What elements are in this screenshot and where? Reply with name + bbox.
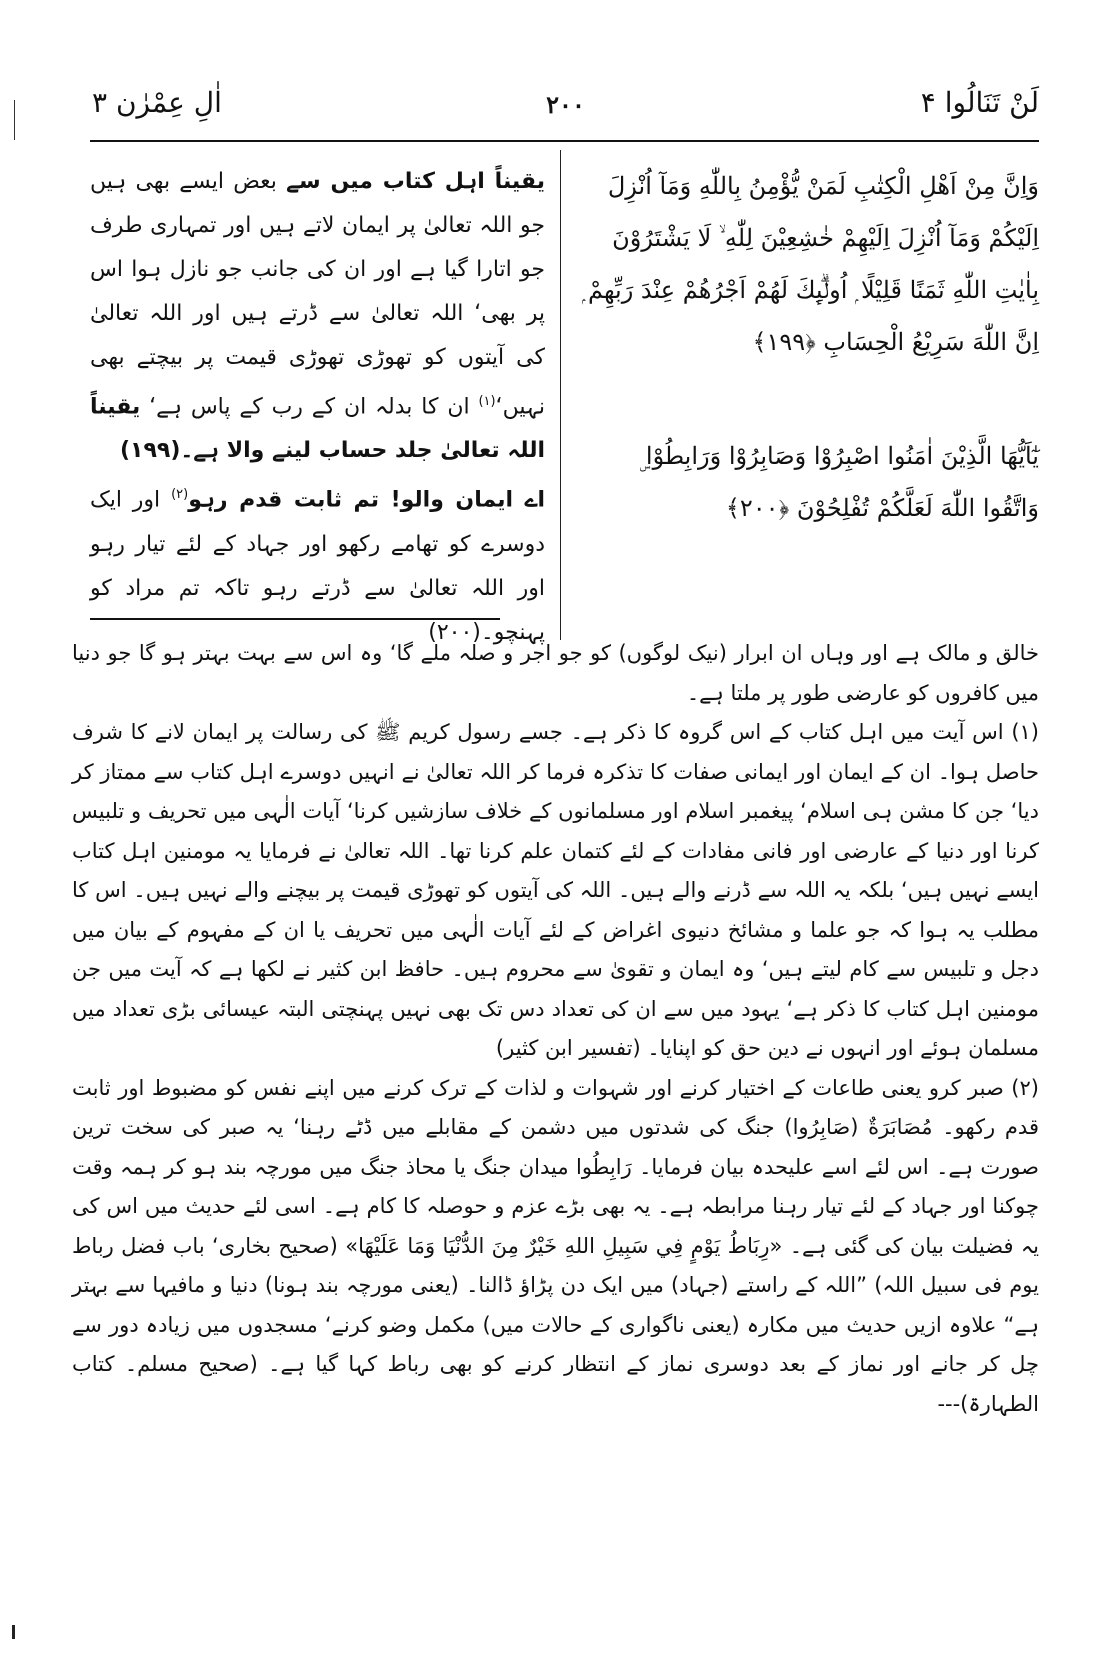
footnote-ref: (۲)	[171, 487, 189, 503]
translation-lead: اے ایمان والو! تم ثابت قدم رہو	[188, 487, 545, 513]
translation-text: اور ایک دوسرے کو تھامے رکھو اور جہاد کے لئے تیار رہو اور اللہ تعالیٰ سے ڈرتے رہو تاکہ تم مراد کو پہنچو۔(۲۰۰)	[90, 487, 545, 645]
translation-text: یقیناً اللہ تعالیٰ جلد حساب لینے والا ہے۔(۱۹۹)	[90, 394, 545, 464]
translation-verse-199	[90, 160, 545, 473]
arabic-verse-200: يٰٓاَيُّهَا الَّذِيْنَ اٰمَنُوا اصْبِرُوْا وَصَابِرُوْا وَرَابِطُوْا ۣ وَاتَّقُوا اللّٰهَ لَعَلَّكُمْ تُفْلِحُوْنَ ﴿٢٠٠﴾	[639, 442, 1039, 522]
arabic-text-column	[579, 160, 1039, 534]
translation-text: ان کا بدلہ ان کے رب کے پاس ہے‘	[140, 394, 479, 420]
footnotes-divider	[90, 618, 500, 620]
surah-title: اٰلِ عِمْرٰن ۳	[92, 86, 222, 119]
translation-verse-200	[90, 473, 545, 654]
translation-text: بعض ایسے بھی ہیں جو اللہ تعالیٰ پر ایمان لاتے ہیں اور تمہاری طرف جو اتارا گیا ہے اور ان کی جانب جو نازل ہوا اس پر بھی‘ اللہ تعالیٰ سے ڈرتے ہیں اور اللہ تعالیٰ کی آیتوں کو تھوڑی تھوڑی قیمت پر بیچتے بھی نہیں‘	[90, 169, 545, 420]
footnote-2: (۲) صبر کرو یعنی طاعات کے اختیار کرنے اور شہوات و لذات کے ترک کرنے میں اپنے نفس کو مضبوط اور ثابت قدم رکھو۔ مُصَابَرَةٌ (صَابِرُوا) جنگ کی شدتوں میں دشمن کے مقابلے میں ڈٹے رہنا‘ یہ صبر کی سخت ترین صورت ہے۔ اس لئے اسے علیحدہ بیان فرمایا۔ رَابِطُوا میدان جنگ یا محاذ جنگ میں مورچہ بند ہو کر ہمہ وقت چوکنا اور جہاد کے لئے تیار رہنا مرابطہ ہے۔ یہ بھی بڑے عزم و حوصلہ کا کام ہے۔ اسی لئے حدیث میں اس کی یہ فضیلت بیان کی گئی ہے۔ «رِبَاطُ يَوْمٍ فِي سَبِيلِ اللهِ خَيْرٌ مِنَ الدُّنْيَا وَمَا عَلَيْهَا» (صحیح بخاری‘ باب فضل رباط یوم فی سبیل اللہ) ”اللہ کے راستے (جہاد) میں ایک دن پڑاؤ ڈالنا۔ (یعنی مورچہ بند ہونا) دنیا و مافیہا سے بہتر ہے“ علاوہ ازیں حدیث میں مکارہ (یعنی ناگواری کے حالات میں) مکمل وضو کرنے‘ مسجدوں میں زیادہ دور سے چل کر جانے اور نماز کے بعد دوسری نماز کے انتظار کرنے کو بھی رباط کہا گیا ہے۔ (صحیح مسلم۔ کتاب الطہارۃ)---	[72, 1075, 1039, 1416]
page-header	[92, 84, 1039, 134]
arabic-verse-199: وَاِنَّ مِنْ اَهْلِ الْكِتٰبِ لَمَنْ يُّؤْمِنُ بِاللّٰهِ وَمَآ اُنْزِلَ اِلَيْكُمْ وَمَآ اُنْزِلَ اِلَيْهِمْ خٰشِعِيْنَ لِلّٰهِ ۙ لَا يَشْتَرُوْنَ بِاٰيٰتِ اللّٰهِ ثَمَنًا قَلِيْلًا ۭ اُولٰۗىِٕكَ لَھُمْ اَجْرُھُمْ عِنْدَ رَبِّهِمْ ۭ اِنَّ اللّٰهَ سَرِيْعُ الْحِسَابِ ﴿١٩٩﴾	[582, 172, 1039, 356]
margin-mark	[12, 1625, 15, 1639]
footnotes	[72, 634, 1039, 1424]
page-number: ۲۰۰	[546, 90, 585, 119]
margin-mark	[14, 100, 15, 140]
footnote-1: (۱) اس آیت میں اہل کتاب کے اس گروہ کا ذکر ہے۔ جسے رسول کریم ﷺ کی رسالت پر ایمان لانے کا شرف حاصل ہوا۔ ان کے ایمان اور ایمانی صفات کا تذکرہ فرما کر اللہ تعالیٰ نے انہیں دوسرے اہل کتاب سے ممتاز کر دیا‘ جن کا مشن ہی اسلام‘ پیغمبر اسلام اور مسلمانوں کے خلاف سازشیں کرنا‘ آیات الٰہی میں تحریف و تلبیس کرنا اور دنیا کے عارضی اور فانی مفادات کے لئے کتمان علم کرنا تھا۔ اللہ تعالیٰ نے فرمایا یہ مومنین اہل کتاب ایسے نہیں ہیں‘ بلکہ یہ اللہ سے ڈرنے والے ہیں۔ اللہ کی آیتوں کو تھوڑی قیمت پر بیچنے والے نہیں ہیں۔ اس کا مطلب یہ ہوا کہ جو علما و مشائخ دنیوی اغراض کے لئے آیات الٰہی میں تحریف یا ان کے مفہوم کے بیان میں دجل و تلبیس سے کام لیتے ہیں‘ وہ ایمان و تقویٰ سے محروم ہیں۔ حافظ ابن کثیر نے لکھا ہے کہ آیت میں جن مومنین اہل کتاب کا ذکر ہے‘ یہود میں سے ان کی تعداد دس تک بھی نہیں پہنچتی البتہ عیسائی بڑی تعداد میں مسلمان ہوئے اور انہوں نے دین حق کو اپنایا۔ (تفسیر ابن کثیر)	[72, 720, 1039, 1060]
footnote-ref: (۱)	[478, 394, 496, 409]
juz-title: لَنْ تَنَالُوا ۴	[920, 86, 1039, 119]
footnote-continuation: خالق و مالک ہے اور وہاں ان ابرار (نیک لوگوں) کو جو اجر و صلہ ملے گا‘ وہ اس سے بہت بہتر ہو گا جو دنیا میں کافروں کو عارضی طور پر ملتا ہے۔	[72, 641, 1039, 705]
header-divider	[90, 140, 1039, 142]
translation-column	[90, 160, 545, 655]
column-divider	[560, 150, 561, 640]
translation-lead: یقیناً اہل کتاب میں سے	[286, 169, 546, 194]
